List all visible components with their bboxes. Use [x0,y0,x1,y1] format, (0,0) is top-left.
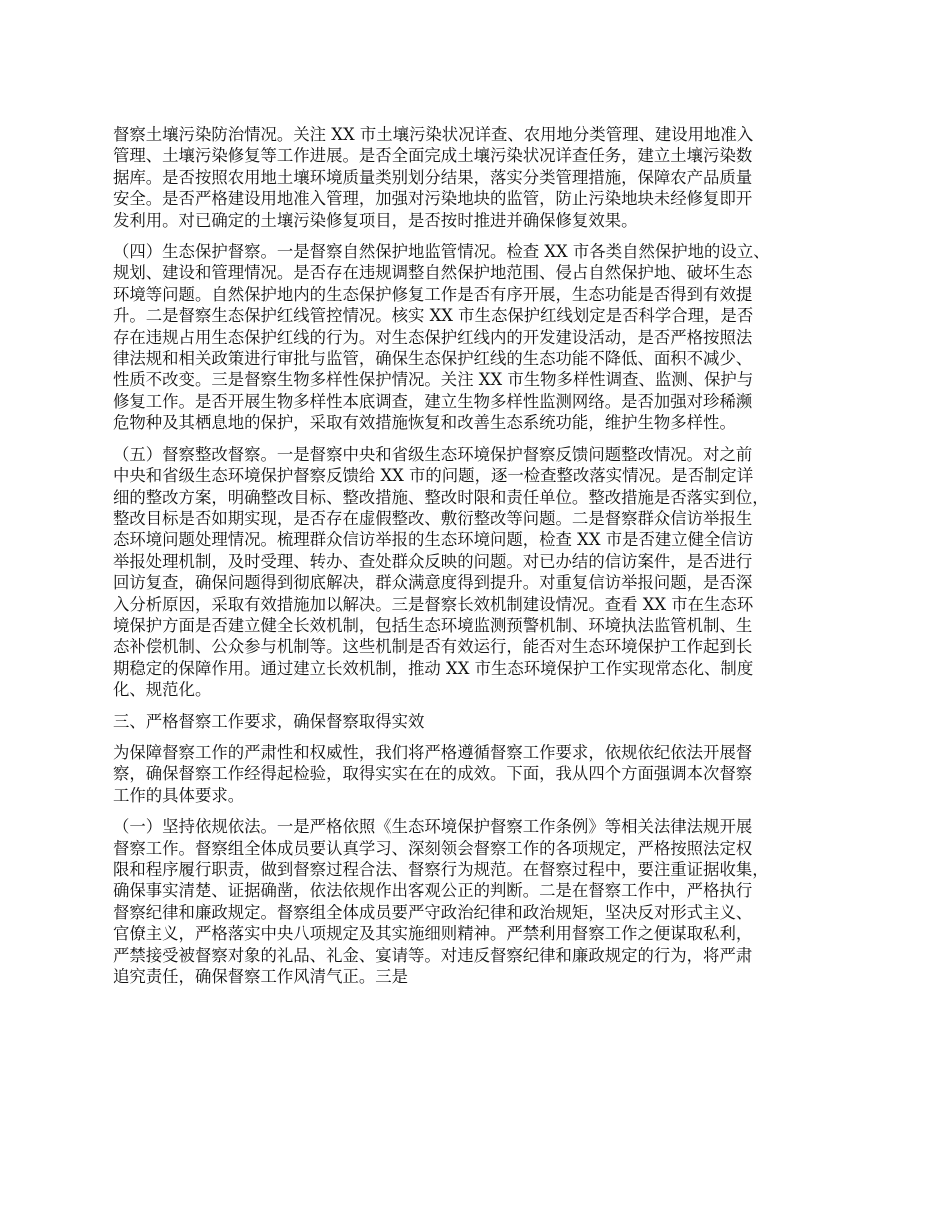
text-line: 察，确保督察工作经得起检验，取得实实在在的成效。下面，我从四个方面强调本次督察 [113,764,753,784]
text-line: 追究责任，确保督察工作风清气正。三是 [113,967,409,987]
text-line: 确保事实清楚、证据确凿，依法依规作出客观公正的判断。二是在督察工作中，严格执行 [113,881,753,901]
text-line: 中央和省级生态环境保护督察反馈给 XX 市的问题，逐一检查整改落实情况。是否制定详 [113,466,754,486]
text-line: （五）督察整改督察。一是督察中央和省级生态环境保护督察反馈问题整改情况。对之前 [113,444,753,464]
section-heading: 三、严格督察工作要求，确保督察取得实效 [113,711,425,731]
text-line: 整改目标是否如期实现，是否存在虚假整改、敷衍整改等问题。二是督察群众信访举报生 [113,508,753,528]
text-line: （一）坚持依规依法。一是严格依照《生态环境保护督察工作条例》等相关法律法规开展 [113,817,753,837]
paragraph-rectification [113,444,857,701]
text-line: 细的整改方案，明确整改目标、整改措施、整改时限和责任单位。整改措施是否落实到位， [113,487,769,507]
text-line: 举报处理机制，及时受理、转办、查处群众反映的问题。对已办结的信访案件，是否进行 [113,551,753,571]
text-line: 规划、建设和管理情况。是否存在违规调整自然保护地范围、侵占自然保护地、破坏生态 [113,263,753,283]
text-line: 境保护方面是否建立健全长效机制，包括生态环境监测预警机制、环境执法监管机制、生 [113,615,753,635]
text-line: 督察土壤污染防治情况。关注 XX 市土壤污染状况详查、农用地分类管理、建设用地准入 [113,125,754,144]
document-page [113,124,857,997]
text-line: 据库。是否按照农用地土壤环境质量类别划分结果，落实分类管理措施，保障农产品质量 [113,167,753,187]
text-line: 限和程序履行职责，做到督察过程合法、督察行为规范。在督察过程中，要注重证据收集， [113,860,769,879]
text-line: 督察纪律和廉政规定。督察组全体成员要严守政治纪律和政治规矩，坚决反对形式主义、 [113,902,753,922]
text-line: 安全。是否严格建设用地准入管理，加强对污染地块的监管，防止污染地块未经修复即开 [113,189,753,209]
text-line: 存在违规占用生态保护红线的行为。对生态保护红线内的开发建设活动，是否严格按照法 [113,327,753,347]
text-line: 入分析原因，采取有效措施加以解决。三是督察长效机制建设情况。查看 XX 市在生态环 [113,594,754,614]
text-line: 严禁接受被督察对象的礼品、礼金、宴请等。对违反督察纪律和廉政规定的行为，将严肃 [113,945,753,965]
paragraph-ecological-protection [113,241,857,434]
text-line: 回访复查，确保问题得到彻底解决，群众满意度得到提升。对重复信访举报问题，是否深 [113,573,753,593]
text-line: 升。二是督察生态保护红线管控情况。核实 XX 市生态保护红线划定是否科学合理，是否 [113,306,754,326]
text-line: 律法规和相关政策进行审批与监管，确保生态保护红线的生态功能不降低、面积不减少、 [113,349,753,369]
text-line: 管理、土壤污染修复等工作进展。是否全面完成土壤污染状况详查任务，建立土壤污染数 [113,146,753,166]
text-line: 为保障督察工作的严肃性和权威性，我们将严格遵循督察工作要求，依规依纪依法开展督 [113,742,753,762]
text-line: 工作的具体要求。 [113,785,245,805]
text-line: （四）生态保护督察。一是督察自然保护地监管情况。检查 XX 市各类自然保护地的设立、 [113,242,770,262]
text-line: 化、规范化。 [113,680,212,700]
text-line: 环境等问题。自然保护地内的生态保护修复工作是否有序开展，生态功能是否得到有效提 [113,284,753,304]
paragraph-compliance [113,816,857,987]
text-line: 危物种及其栖息地的保护，采取有效措施恢复和改善生态系统功能，维护生物多样性。 [113,413,736,433]
text-line: 态补偿机制、公众参与机制等。这些机制是否有效运行，能否对生态环境保护工作起到长 [113,637,753,657]
text-line: 督察工作。督察组全体成员要认真学习、深刻领会督察工作的各项规定，严格按照法定权 [113,838,753,858]
paragraph-soil-pollution [113,124,857,231]
paragraph-intro-requirements [113,742,857,806]
text-line: 官僚主义，严格落实中央八项规定及其实施细则精神。严禁利用督察工作之便谋取私利， [113,924,753,944]
text-line: 修复工作。是否开展生物多样性本底调查，建立生物多样性监测网络。是否加强对珍稀濒 [113,391,753,411]
text-line: 态环境问题处理情况。梳理群众信访举报的生态环境问题，检查 XX 市是否建立健全信访 [113,530,754,550]
text-line: 性质不改变。三是督察生物多样性保护情况。关注 XX 市生物多样性调查、监测、保护与 [113,370,754,390]
text-line: 发利用。对已确定的土壤污染修复项目，是否按时推进并确保修复效果。 [113,210,638,230]
text-line: 期稳定的保障作用。通过建立长效机制，推动 XX 市生态环境保护工作实现常态化、制度 [113,658,754,678]
